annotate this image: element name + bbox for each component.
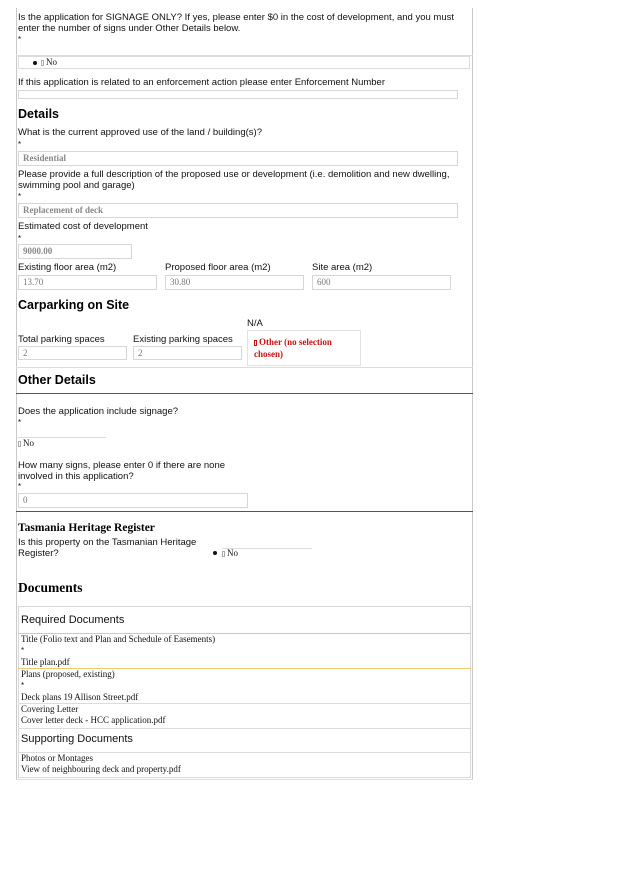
cost-input[interactable]: 9000.00 — [18, 244, 132, 259]
doc-photos-file[interactable]: View of neighbouring deck and property.pdf — [21, 764, 181, 774]
signs-count-input[interactable]: 0 — [18, 493, 248, 508]
description-input[interactable]: Replacement of deck — [18, 203, 458, 218]
proposed-floor-input[interactable]: 30.80 — [165, 275, 304, 290]
signage-include-answer-label: No — [23, 438, 34, 448]
doc-title-type: Title (Folio text and Plan and Schedule of Easements) — [21, 634, 216, 644]
heritage-bullet — [213, 551, 217, 555]
enforcement-question: If this application is related to an enforcement action please enter Enforcement Number — [18, 77, 386, 88]
heritage-answer-label: No — [227, 548, 238, 558]
site-area-label: Site area (m2) — [312, 262, 373, 273]
signage-bullet — [33, 61, 37, 65]
signs-count-required-mark: * — [18, 482, 22, 491]
approved-use-label: What is the current approved use of the land / building(s)? — [18, 127, 262, 138]
cost-label: Estimated cost of development — [18, 221, 148, 232]
radio-icon — [18, 441, 21, 447]
signage-answer-label: No — [46, 57, 57, 67]
approved-use-required-mark: * — [18, 140, 22, 149]
doc-plans-type: Plans (proposed, existing) — [21, 669, 115, 679]
other-selection-label: Other (no selection chosen) — [254, 337, 332, 359]
signage-include-required-mark: * — [18, 418, 22, 427]
doc-plans-required-mark: * — [21, 681, 25, 690]
signage-include-question: Does the application include signage? — [18, 406, 179, 417]
existing-floor-label: Existing floor area (m2) — [18, 262, 117, 273]
doc-title-file[interactable]: Title plan.pdf — [21, 657, 70, 667]
other-details-heading: Other Details — [18, 373, 96, 387]
doc-letter-file[interactable]: Cover letter deck - HCC application.pdf — [21, 715, 166, 725]
required-documents-heading: Required Documents — [21, 614, 125, 626]
carparking-bottom-divider — [16, 367, 473, 368]
doc-row-divider — [18, 703, 471, 704]
other-details-bottom-rule — [16, 511, 473, 512]
doc-letter-type: Covering Letter — [21, 704, 79, 714]
approved-use-input[interactable]: Residential — [18, 151, 458, 166]
signage-answer[interactable] — [41, 57, 57, 68]
page-right-border — [472, 8, 473, 780]
proposed-floor-label: Proposed floor area (m2) — [165, 262, 271, 273]
other-details-rule — [16, 393, 473, 394]
signage-radio-group[interactable] — [18, 56, 470, 69]
na-label: N/A — [247, 318, 263, 329]
cost-required-mark: * — [18, 234, 22, 243]
enforcement-number-input[interactable] — [18, 90, 458, 99]
total-parking-label: Total parking spaces — [18, 334, 105, 345]
details-heading: Details — [18, 107, 59, 121]
radio-icon — [222, 551, 225, 557]
signage-include-answer[interactable] — [18, 438, 34, 449]
doc-plans-file[interactable]: Deck plans 19 Allison Street.pdf — [21, 692, 139, 702]
total-parking-input[interactable]: 2 — [18, 346, 127, 360]
carparking-heading: Carparking on Site — [18, 298, 130, 312]
radio-icon — [254, 340, 257, 346]
doc-title-required-mark: * — [21, 646, 25, 655]
radio-icon — [41, 60, 44, 66]
existing-parking-label: Existing parking spaces — [133, 334, 233, 345]
existing-floor-input[interactable]: 13.70 — [18, 275, 157, 290]
description-label: Please provide a full description of the proposed use or development (i.e. demolition and new dwelling, swimming pool and garage) — [18, 169, 450, 191]
documents-heading: Documents — [18, 580, 83, 595]
existing-parking-input[interactable]: 2 — [133, 346, 242, 360]
heritage-answer[interactable] — [222, 548, 238, 559]
description-required-mark: * — [18, 192, 22, 201]
site-area-input[interactable]: 600 — [312, 275, 451, 290]
page-bottom-border — [16, 779, 473, 780]
signs-count-question: How many signs, please enter 0 if there are none involved in this application? — [18, 460, 226, 482]
heritage-heading: Tasmania Heritage Register — [18, 522, 155, 534]
doc-photos-type: Photos or Montages — [21, 753, 93, 763]
page-left-border — [16, 8, 17, 780]
heritage-question: Is this property on the Tasmanian Heritage Register? — [18, 537, 197, 559]
doc-row-divider — [18, 728, 471, 729]
signage-required-mark: * — [18, 35, 22, 44]
other-selection-text — [254, 336, 354, 360]
supporting-documents-heading: Supporting Documents — [21, 733, 133, 745]
signage-question: Is the application for SIGNAGE ONLY? If yes, please enter $0 in the cost of development, and you must enter the number of signs under Other Details below. — [18, 12, 455, 34]
